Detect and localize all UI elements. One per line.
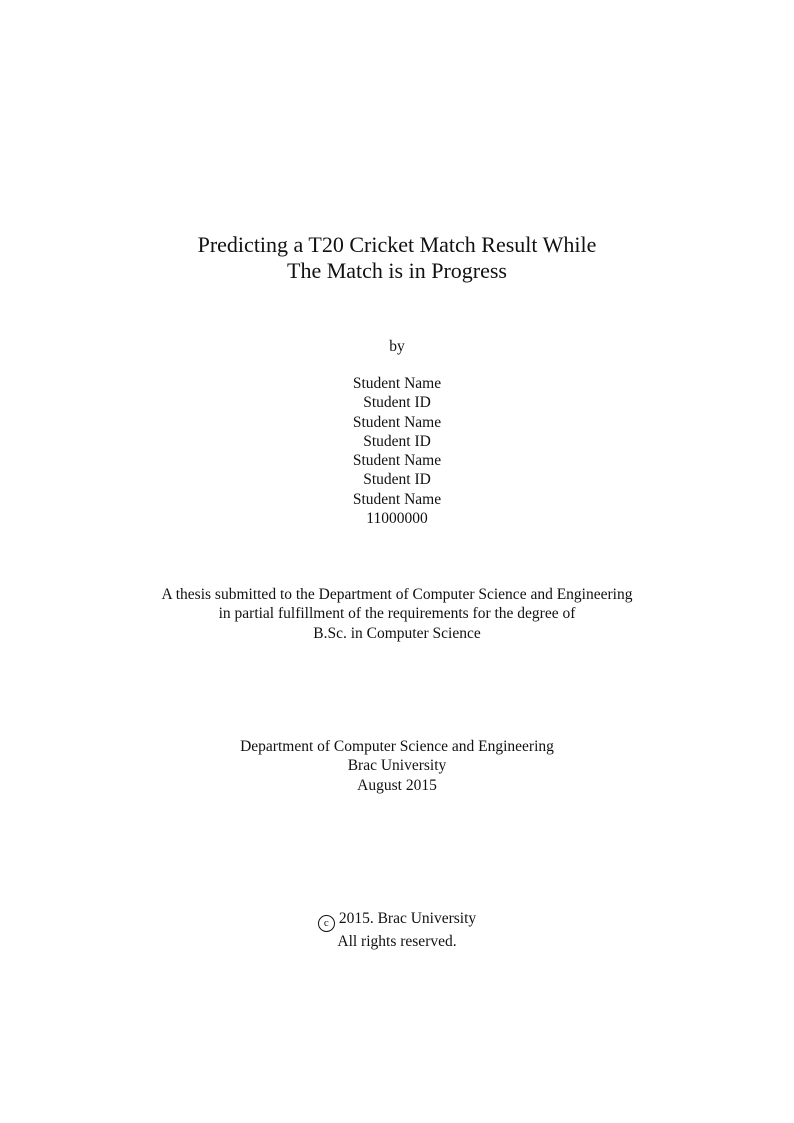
copyright-line [0,909,794,932]
title-line-2: The Match is in Progress [287,258,507,283]
rights-reserved: All rights reserved. [337,933,457,950]
author-line: Student ID [363,432,431,450]
author-line: Student Name [352,413,442,431]
author-line: Student Name [352,452,442,470]
author-line: Student Name [352,490,442,508]
thesis-title [0,232,794,284]
title-line-1: Predicting a T20 Cricket Match Result While [197,232,597,257]
institution-block [0,737,794,795]
author-list [0,374,794,528]
by-text: by [389,338,405,355]
submission-date: August 2015 [357,776,437,794]
author-line: 11000000 [366,510,428,528]
statement-line-2: in partial fulfillment of the requirements for the degree of [218,605,576,623]
by-label [0,337,794,356]
university-name: Brac University [347,757,447,775]
submission-statement [0,585,794,643]
department-name: Department of Computer Science and Engineering [240,738,554,755]
copyright-icon: c [318,915,335,932]
copyright-block [0,909,794,951]
author-line: Student ID [363,394,431,412]
author-line: Student ID [363,471,431,489]
author-line: Student Name [352,375,442,392]
copyright-text: 2015. Brac University [338,910,477,927]
statement-line-1: A thesis submitted to the Department of Computer Science and Engineering [161,586,633,603]
statement-line-3: B.Sc. in Computer Science [313,624,481,642]
